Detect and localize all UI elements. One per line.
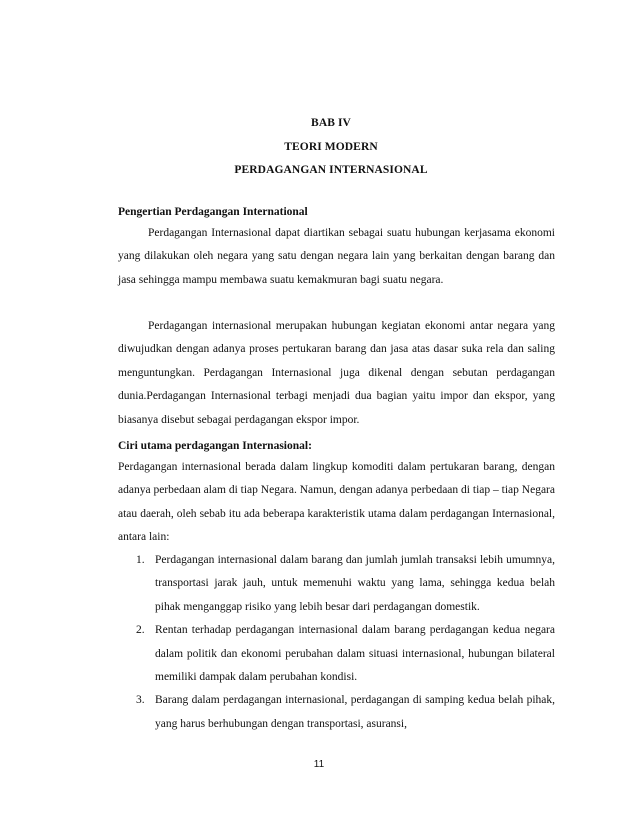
chapter-number: BAB IV <box>311 117 351 129</box>
chapter-title: TEORI MODERN <box>284 141 378 153</box>
list-item <box>118 549 555 619</box>
section-heading-characteristics: Ciri utama perdagangan Internasional: <box>118 440 312 452</box>
characteristics-list <box>118 549 555 736</box>
list-item <box>118 689 555 736</box>
list-item-number: 1. <box>136 554 145 566</box>
paragraph-definition-2: Perdagangan internasional merupakan hubungan kegiatan ekonomi antar negara yang diwujudkan dengan adanya proses pertukaran barang dan jasa atas dasar suka rela dan saling menguntungkan. Perdagangan Internasional juga dikenal dengan sebutan perdagangan dunia.Perdagangan Internasional terbagi menjadi dua bagian yaitu impor dan ekspor, yang biasanya disebut sebagai perdagangan ekspor impor. <box>118 320 555 426</box>
list-item-text: Rentan terhadap perdagangan internasional dalam barang perdagangan kedua negara dalam politik dan ekonomi perubahan dalam situasi internasional, hubungan bilateral memiliki dampak dalam perubahan kondisi. <box>155 624 555 684</box>
list-item <box>118 619 555 689</box>
chapter-subtitle: PERDAGANGAN INTERNASIONAL <box>234 164 428 176</box>
list-item-number: 2. <box>136 624 145 637</box>
list-item-text: Barang dalam perdagangan internasional, perdagangan di samping kedua belah pihak, yang harus berhubungan dengan transportasi, asuransi, <box>155 694 555 730</box>
list-item-number: 3. <box>136 694 145 707</box>
list-item-text: Perdagangan internasional dalam barang dan jumlah jumlah transaksi lebih umumnya, transportasi jarak jauh, untuk memenuhi waktu yang lama, sehingga kedua belah pihak menganggap risiko yang lebih besar dari perdagangan domestik. <box>155 554 555 613</box>
section-heading-definition: Pengertian Perdagangan International <box>118 206 308 218</box>
paragraph-characteristics-intro: Perdagangan internasional berada dalam lingkup komoditi dalam pertukaran barang, dengan adanya perbedaan alam di tiap Negara. Namun, dengan adanya perbedaan di tiap – tiap Negara atau daerah, oleh sebab itu ada beberapa karakteristik utama dalam perdagangan Internasional, antara lain: <box>118 461 555 544</box>
paragraph-definition-1: Perdagangan Internasional dapat diartikan sebagai suatu hubungan kerjasama ekonomi yang dilakukan oleh negara yang satu dengan negara lain yang berkaitan dengan barang dan jasa sehingga mampu membawa suatu kemakmuran bagi suatu negara. <box>118 227 555 286</box>
page-number: 11 <box>313 759 325 770</box>
